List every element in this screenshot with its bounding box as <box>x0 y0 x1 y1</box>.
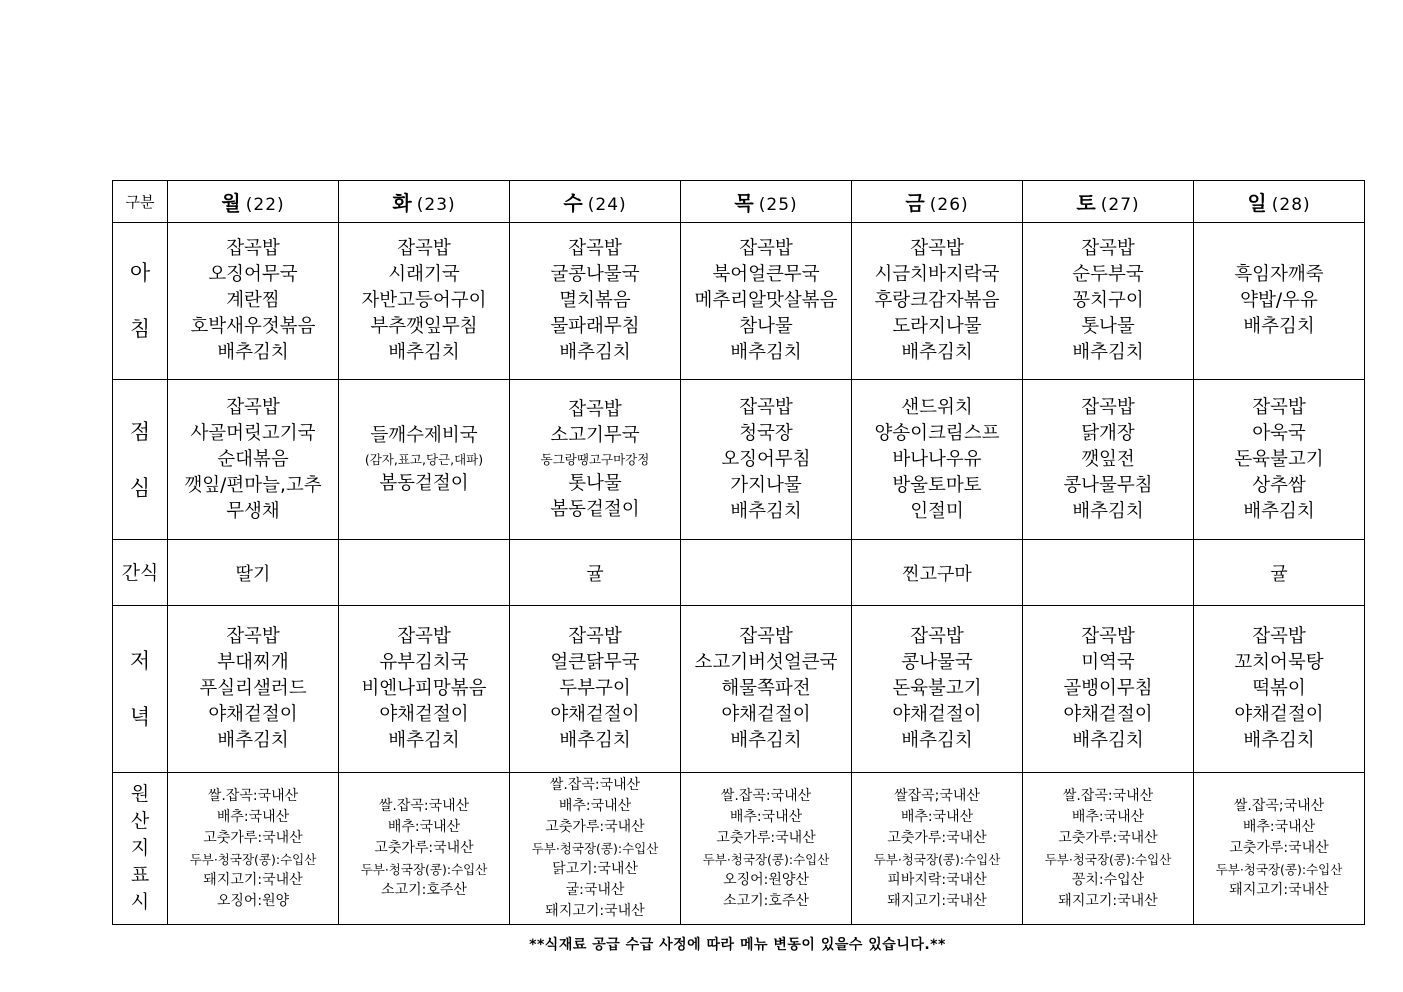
origin-line: 피바지락:국내산 <box>887 871 987 888</box>
menu-item: 청국장 <box>739 422 793 444</box>
menu-item: 들깨수제비국 <box>370 424 478 446</box>
origin-cell-mon <box>168 773 339 925</box>
menu-item: 톳나물 <box>1081 316 1135 337</box>
menu-item: 배추김치 <box>730 730 802 751</box>
menu-item: 굴콩나물국 <box>550 264 640 285</box>
origin-line: 고춧가루:국내산 <box>374 840 474 856</box>
menu-item: 인절미 <box>910 500 964 522</box>
origin-line: 쌀.잡곡;국내산 <box>1233 798 1325 814</box>
origin-line: 두부·청국장(콩):수입산 <box>702 851 830 867</box>
menu-item: 봄동겉절이 <box>550 498 640 520</box>
snack-cell-sat <box>1023 540 1194 606</box>
snack-cell-sun: 귤 <box>1194 540 1365 606</box>
day-header-sun <box>1194 181 1365 223</box>
menu-item: 잡곡밥 <box>1081 238 1135 259</box>
breakfast-cell-mon <box>168 223 339 380</box>
dinner-cell-thu <box>681 606 852 773</box>
label-char: 표 <box>130 864 150 886</box>
weekly-menu-table <box>112 180 1365 925</box>
snack-cell-fri: 찐고구마 <box>852 540 1023 606</box>
origin-line: 두부·청국장(콩):수입산 <box>1044 851 1172 867</box>
menu-item: 배추김치 <box>217 730 289 751</box>
menu-item: 배추김치 <box>388 730 460 751</box>
day-name: 목 <box>734 191 754 215</box>
menu-item: 야채겉절이 <box>379 704 469 725</box>
menu-item: 시금치바지락국 <box>874 264 1000 285</box>
breakfast-cell-sun <box>1194 223 1365 380</box>
menu-item: 야채겉절이 <box>892 704 982 725</box>
origin-line: 두부·청국장(콩):수입산 <box>189 851 317 867</box>
breakfast-cell-fri <box>852 223 1023 380</box>
day-header-wed <box>510 181 681 223</box>
menu-item: 야채겉절이 <box>1234 704 1324 725</box>
menu-item: 깻잎전 <box>1081 448 1135 470</box>
label-char: 심 <box>129 475 151 500</box>
menu-item: 시래기국 <box>388 264 460 285</box>
day-number: (23) <box>416 195 456 215</box>
menu-item: 골뱅이무침 <box>1063 678 1153 699</box>
menu-item: 해물쪽파전 <box>721 678 811 699</box>
day-number: (26) <box>929 195 969 215</box>
lunch-label <box>113 380 168 540</box>
day-name: 수 <box>563 191 583 215</box>
origin-line: 돼지고기:국내산 <box>203 871 303 888</box>
origin-line: 굴:국내산 <box>565 882 625 898</box>
menu-item: 닭개장 <box>1081 422 1135 444</box>
menu-item: 비엔나피망볶음 <box>361 678 487 699</box>
menu-item: 소고기무국 <box>550 424 640 446</box>
menu-item: 콩나물국 <box>901 652 973 673</box>
menu-item: 잡곡밥 <box>1252 626 1306 647</box>
origin-line: 고춧가루:국내산 <box>1058 829 1158 846</box>
menu-item: 잡곡밥 <box>1081 396 1135 418</box>
menu-item: 메추리알맛살볶음 <box>694 290 838 311</box>
origin-line: 배추:국내산 <box>729 808 803 825</box>
snack-label: 간식 <box>113 540 168 606</box>
menu-item: 떡볶이 <box>1252 678 1306 699</box>
day-number: (25) <box>758 195 798 215</box>
origin-line: 고춧가루:국내산 <box>203 829 303 846</box>
menu-item: 부대찌개 <box>217 652 289 673</box>
origin-line: 고춧가루:국내산 <box>716 829 816 846</box>
menu-item: 돈육불고기 <box>892 678 982 699</box>
day-header-thu <box>681 181 852 223</box>
origin-line: 닭고기:국내산 <box>552 861 638 877</box>
menu-item: 배추김치 <box>388 342 460 363</box>
origin-line: 고춧가루:국내산 <box>1229 840 1329 856</box>
menu-item: 호박새우젓볶음 <box>190 316 316 337</box>
menu-item: 흑임자깨죽 <box>1234 264 1324 285</box>
label-char: 점 <box>129 419 151 444</box>
menu-item: 배추김치 <box>730 500 802 522</box>
lunch-cell-sat <box>1023 380 1194 540</box>
origin-line: 오징어:원양 <box>216 892 290 909</box>
menu-item: 야채겉절이 <box>550 704 640 725</box>
dinner-cell-sun <box>1194 606 1365 773</box>
label-char: 아 <box>129 261 151 285</box>
origin-line: 소고기:호주산 <box>723 892 809 909</box>
day-number: (22) <box>245 195 285 215</box>
snack-cell-wed: 귤 <box>510 540 681 606</box>
menu-item: 잡곡밥 <box>568 626 622 647</box>
origin-line: 돼지고기:국내산 <box>545 903 645 919</box>
menu-item: 오징어무침 <box>721 448 811 470</box>
menu-item: 가지나물 <box>730 474 802 496</box>
dinner-cell-mon <box>168 606 339 773</box>
origin-line: 배추:국내산 <box>1071 808 1145 825</box>
lunch-cell-fri <box>852 380 1023 540</box>
menu-item: 배추김치 <box>1243 500 1315 522</box>
menu-item: 돈육불고기 <box>1234 448 1324 470</box>
menu-item: 봄동겉절이 <box>379 472 469 494</box>
menu-item: 샌드위치 <box>901 396 973 418</box>
menu-item: 북어얼큰무국 <box>712 264 820 285</box>
menu-item: 바나나우유 <box>892 448 982 470</box>
origin-line: 두부·청국장(콩):수입산 <box>873 851 1001 867</box>
origin-line: 배추:국내산 <box>900 808 974 825</box>
menu-item: 배추김치 <box>559 342 631 363</box>
corner-label: 구분 <box>113 181 168 223</box>
footer-note: **식재료 공급 수급 사정에 따라 메뉴 변동이 있을수 있습니다.** <box>529 937 946 953</box>
menu-item: 방울토마토 <box>892 474 982 496</box>
menu-item: 배추김치 <box>1243 730 1315 751</box>
origin-line: 두부·청국장(콩):수입산 <box>1215 862 1343 877</box>
header-row <box>113 181 1365 223</box>
breakfast-cell-wed <box>510 223 681 380</box>
day-header-mon <box>168 181 339 223</box>
day-name: 토 <box>1076 191 1096 215</box>
menu-item: 잡곡밥 <box>910 626 964 647</box>
menu-item: 소고기버섯얼큰국 <box>694 652 838 673</box>
label-char: 원 <box>130 783 150 805</box>
origin-line: 쌀.잡곡:국내산 <box>207 787 299 804</box>
origin-line: 쌀.잡곡:국내산 <box>549 777 641 793</box>
menu-item: 잡곡밥 <box>1081 626 1135 647</box>
menu-item: 약밥/우유 <box>1240 290 1318 311</box>
menu-item: 동그랑땡고구마강정 <box>540 451 650 467</box>
origin-line: 배추:국내산 <box>558 798 632 814</box>
menu-item: 잡곡밥 <box>568 238 622 259</box>
label-char: 침 <box>129 317 151 341</box>
day-name: 화 <box>392 191 412 215</box>
menu-item: 배추김치 <box>1072 730 1144 751</box>
menu-item: 배추김치 <box>901 342 973 363</box>
origin-line: 배추:국내산 <box>216 808 290 825</box>
menu-item: 오징어무국 <box>208 264 298 285</box>
origin-cell-thu <box>681 773 852 925</box>
origin-line: 쌀.잡곡:국내산 <box>378 798 470 814</box>
day-number: (28) <box>1271 195 1311 215</box>
label-char: 저 <box>129 649 151 673</box>
breakfast-label <box>113 223 168 380</box>
menu-item: 잡곡밥 <box>397 238 451 259</box>
origin-line: 고춧가루:국내산 <box>887 829 987 846</box>
day-name: 금 <box>905 191 925 215</box>
origin-line: 쌀.잡곡:국내산 <box>1062 787 1154 804</box>
origin-cell-sat <box>1023 773 1194 925</box>
menu-item: 후랑크감자볶음 <box>874 290 1000 311</box>
dinner-label <box>113 606 168 773</box>
origin-line: 쌀.잡곡:국내산 <box>720 787 812 804</box>
menu-item: 잡곡밥 <box>910 238 964 259</box>
breakfast-row <box>113 223 1365 380</box>
menu-item-note: (감자,표고,당근,대파) <box>364 451 484 467</box>
menu-item: 잡곡밥 <box>226 238 280 259</box>
menu-item: 사골머릿고기국 <box>190 422 316 444</box>
lunch-row <box>113 380 1365 540</box>
lunch-cell-mon <box>168 380 339 540</box>
breakfast-cell-thu <box>681 223 852 380</box>
menu-item: 잡곡밥 <box>739 626 793 647</box>
origin-line: 소고기:호주산 <box>381 882 467 898</box>
origin-cell-fri <box>852 773 1023 925</box>
origin-row <box>113 773 1365 925</box>
dinner-row <box>113 606 1365 773</box>
menu-item: 잡곡밥 <box>226 396 280 418</box>
lunch-cell-tue <box>339 380 510 540</box>
origin-line: 두부·청국장(콩):수입산 <box>531 841 659 856</box>
menu-item: 잡곡밥 <box>226 626 280 647</box>
menu-item: 무생채 <box>226 500 280 522</box>
menu-item: 순두부국 <box>1072 264 1144 285</box>
day-number: (27) <box>1100 195 1140 215</box>
menu-item: 야채겉절이 <box>1063 704 1153 725</box>
menu-item: 배추김치 <box>1243 316 1315 337</box>
menu-item: 양송이크림스프 <box>874 422 1000 444</box>
day-name: 월 <box>221 191 241 215</box>
menu-item: 자반고등어구이 <box>361 290 487 311</box>
menu-item: 도라지나물 <box>892 316 982 337</box>
origin-line: 꽁치:수입산 <box>1071 871 1145 888</box>
origin-line: 두부·청국장(콩):수입산 <box>360 862 488 877</box>
snack-cell-mon: 딸기 <box>168 540 339 606</box>
menu-item: 톳나물 <box>568 472 622 494</box>
menu-item: 깻잎/편마늘,고추 <box>184 474 322 496</box>
menu-item: 콩나물무침 <box>1063 474 1153 496</box>
label-char: 산 <box>130 810 150 832</box>
menu-item: 두부구이 <box>559 678 631 699</box>
menu-item: 잡곡밥 <box>568 398 622 420</box>
snack-cell-tue <box>339 540 510 606</box>
origin-line: 고춧가루:국내산 <box>545 819 645 835</box>
dinner-cell-sat <box>1023 606 1194 773</box>
menu-item: 참나물 <box>739 316 793 337</box>
menu-item: 물파래무침 <box>550 316 640 337</box>
dinner-cell-wed <box>510 606 681 773</box>
day-header-tue <box>339 181 510 223</box>
lunch-cell-sun <box>1194 380 1365 540</box>
label-char: 시 <box>130 891 150 913</box>
lunch-cell-wed <box>510 380 681 540</box>
dinner-cell-tue <box>339 606 510 773</box>
label-char: 지 <box>130 837 150 859</box>
dinner-cell-fri <box>852 606 1023 773</box>
menu-item: 배추김치 <box>217 342 289 363</box>
origin-line: 배추:국내산 <box>387 819 461 835</box>
menu-item: 부추깻잎무침 <box>370 316 478 337</box>
breakfast-cell-sat <box>1023 223 1194 380</box>
snack-row <box>113 540 1365 606</box>
menu-item: 배추김치 <box>1072 500 1144 522</box>
menu-item: 상추쌈 <box>1252 474 1306 496</box>
origin-label <box>113 773 168 925</box>
menu-item: 야채겉절이 <box>208 704 298 725</box>
origin-cell-wed <box>510 773 681 925</box>
origin-line: 배추:국내산 <box>1242 819 1316 835</box>
snack-cell-thu <box>681 540 852 606</box>
menu-item: 멸치볶음 <box>559 290 631 311</box>
menu-item: 잡곡밥 <box>739 396 793 418</box>
day-header-sat <box>1023 181 1194 223</box>
menu-item: 야채겉절이 <box>721 704 811 725</box>
origin-line: 오징어:원양산 <box>723 871 809 888</box>
menu-item: 배추김치 <box>901 730 973 751</box>
origin-line: 돼지고기:국내산 <box>1229 882 1329 898</box>
day-name: 일 <box>1247 191 1267 215</box>
menu-item: 아욱국 <box>1252 422 1306 444</box>
menu-item: 잡곡밥 <box>1252 396 1306 418</box>
lunch-cell-thu <box>681 380 852 540</box>
origin-line: 쌀잡곡;국내산 <box>894 787 980 804</box>
menu-item: 순대볶음 <box>217 448 289 470</box>
origin-line: 돼지고기:국내산 <box>1058 892 1158 909</box>
menu-item: 얼큰닭무국 <box>550 652 640 673</box>
origin-cell-sun <box>1194 773 1365 925</box>
day-number: (24) <box>587 195 627 215</box>
menu-item: 꼬치어묵탕 <box>1234 652 1324 673</box>
menu-item: 잡곡밥 <box>397 626 451 647</box>
menu-item: 잡곡밥 <box>739 238 793 259</box>
menu-item: 계란찜 <box>226 290 280 311</box>
menu-item: 배추김치 <box>730 342 802 363</box>
menu-item: 배추김치 <box>559 730 631 751</box>
menu-item: 유부김치국 <box>379 652 469 673</box>
origin-cell-tue <box>339 773 510 925</box>
day-header-fri <box>852 181 1023 223</box>
menu-item: 미역국 <box>1081 652 1135 673</box>
menu-item: 배추김치 <box>1072 342 1144 363</box>
origin-line: 돼지고기:국내산 <box>887 892 987 909</box>
menu-item: 꽁치구이 <box>1072 290 1144 311</box>
label-char: 녁 <box>129 705 151 729</box>
breakfast-cell-tue <box>339 223 510 380</box>
menu-item: 푸실리샐러드 <box>199 678 307 699</box>
